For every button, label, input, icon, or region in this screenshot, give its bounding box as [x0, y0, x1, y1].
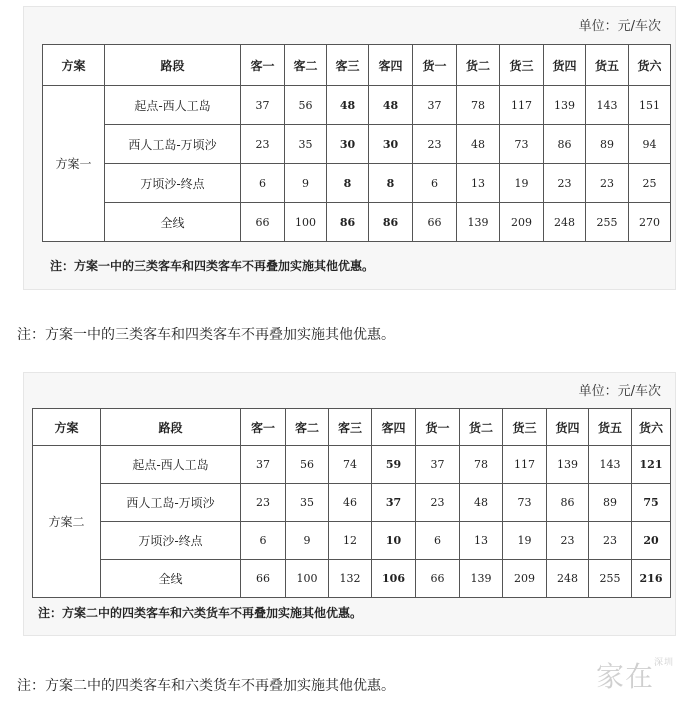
fare-cell: 139: [544, 86, 586, 125]
fare-cell: 86: [327, 203, 369, 242]
fare-cell: 117: [500, 86, 544, 125]
fare-table-plan-1: [42, 44, 671, 242]
fare-cell: 255: [589, 560, 632, 598]
fare-cell: 30: [327, 125, 369, 164]
fare-cell: 35: [285, 125, 327, 164]
header-cell: 货二: [460, 409, 503, 446]
fare-cell: 48: [457, 125, 500, 164]
table-note: 注：方案一中的三类客车和四类客车不再叠加实施其他优惠。: [50, 259, 375, 273]
fare-cell: 117: [503, 446, 547, 484]
fare-table-image-1: [23, 6, 676, 290]
fare-cell: 23: [586, 164, 629, 203]
fare-cell: 248: [547, 560, 589, 598]
fare-cell: 86: [369, 203, 413, 242]
fare-cell: 66: [241, 203, 285, 242]
fare-cell: 74: [329, 446, 372, 484]
fare-cell: 59: [372, 446, 416, 484]
fare-cell: 8: [327, 164, 369, 203]
watermark-sub: 深圳: [654, 658, 675, 668]
header-cell: 客三: [329, 409, 372, 446]
fare-cell: 30: [369, 125, 413, 164]
fare-cell: 25: [629, 164, 671, 203]
header-cell: 货四: [544, 45, 586, 86]
fare-cell: 216: [632, 560, 671, 598]
fare-cell: 56: [286, 446, 329, 484]
header-cell: 客三: [327, 45, 369, 86]
header-cell: 客四: [372, 409, 416, 446]
fare-cell: 48: [369, 86, 413, 125]
header-cell: 客一: [241, 45, 285, 86]
header-cell: 货二: [457, 45, 500, 86]
fare-cell: 139: [547, 446, 589, 484]
table-row: [33, 446, 671, 484]
fare-cell: 151: [629, 86, 671, 125]
fare-cell: 209: [503, 560, 547, 598]
header-cell: 货四: [547, 409, 589, 446]
fare-cell: 89: [586, 125, 629, 164]
plan-cell: 方案二: [33, 446, 101, 598]
fare-cell: 106: [372, 560, 416, 598]
segment-cell: 万顷沙-终点: [101, 522, 241, 560]
segment-cell: 西人工岛-万顷沙: [105, 125, 241, 164]
fare-cell: 19: [503, 522, 547, 560]
header-cell: 货一: [413, 45, 457, 86]
table-row: [43, 164, 671, 203]
fare-cell: 19: [500, 164, 544, 203]
fare-cell: 139: [457, 203, 500, 242]
table-note: 注：方案二中的四类客车和六类货车不再叠加实施其他优惠。: [38, 606, 363, 620]
fare-cell: 6: [241, 522, 286, 560]
header-cell: 客四: [369, 45, 413, 86]
fare-cell: 23: [547, 522, 589, 560]
fare-cell: 209: [500, 203, 544, 242]
watermark-logo: [596, 655, 674, 695]
watermark-main: 家在: [596, 660, 655, 693]
fare-cell: 94: [629, 125, 671, 164]
fare-cell: 46: [329, 484, 372, 522]
segment-cell: 西人工岛-万顷沙: [101, 484, 241, 522]
fare-cell: 23: [241, 484, 286, 522]
fare-cell: 143: [589, 446, 632, 484]
fare-cell: 66: [416, 560, 460, 598]
fare-cell: 78: [460, 446, 503, 484]
fare-cell: 143: [586, 86, 629, 125]
fare-cell: 37: [241, 446, 286, 484]
fare-cell: 9: [286, 522, 329, 560]
header-cell: 路段: [105, 45, 241, 86]
table-row: [33, 484, 671, 522]
fare-cell: 86: [544, 125, 586, 164]
fare-cell: 6: [416, 522, 460, 560]
fare-cell: 13: [460, 522, 503, 560]
fare-cell: 248: [544, 203, 586, 242]
header-cell: 货三: [503, 409, 547, 446]
fare-cell: 100: [285, 203, 327, 242]
header-cell: 货六: [629, 45, 671, 86]
table-row: [33, 522, 671, 560]
fare-cell: 13: [457, 164, 500, 203]
fare-cell: 270: [629, 203, 671, 242]
fare-cell: 6: [413, 164, 457, 203]
header-cell: 客一: [241, 409, 286, 446]
caption-note-1: 注：方案一中的三类客车和四类客车不再叠加实施其他优惠。: [17, 327, 395, 343]
fare-cell: 23: [413, 125, 457, 164]
fare-cell: 23: [241, 125, 285, 164]
header-cell: 货五: [589, 409, 632, 446]
fare-cell: 37: [413, 86, 457, 125]
segment-cell: 全线: [105, 203, 241, 242]
unit-label: 单位：元/车次: [578, 19, 661, 34]
segment-cell: 全线: [101, 560, 241, 598]
segment-cell: 万顷沙-终点: [105, 164, 241, 203]
fare-cell: 121: [632, 446, 671, 484]
fare-cell: 37: [241, 86, 285, 125]
fare-cell: 23: [416, 484, 460, 522]
fare-cell: 132: [329, 560, 372, 598]
fare-cell: 6: [241, 164, 285, 203]
caption-note-2: 注：方案二中的四类客车和六类货车不再叠加实施其他优惠。: [17, 678, 395, 694]
unit-label: 单位：元/车次: [578, 384, 661, 399]
table-row: [33, 560, 671, 598]
table-row: [43, 86, 671, 125]
fare-cell: 35: [286, 484, 329, 522]
header-cell: 方案: [43, 45, 105, 86]
fare-cell: 10: [372, 522, 416, 560]
header-cell: 路段: [101, 409, 241, 446]
fare-table-image-2: [23, 372, 676, 636]
fare-cell: 37: [372, 484, 416, 522]
fare-cell: 20: [632, 522, 671, 560]
fare-cell: 48: [460, 484, 503, 522]
table-header-row: [43, 45, 671, 86]
fare-cell: 78: [457, 86, 500, 125]
fare-cell: 75: [632, 484, 671, 522]
header-cell: 货三: [500, 45, 544, 86]
header-cell: 客二: [285, 45, 327, 86]
fare-cell: 73: [500, 125, 544, 164]
fare-cell: 73: [503, 484, 547, 522]
fare-cell: 56: [285, 86, 327, 125]
fare-cell: 86: [547, 484, 589, 522]
header-cell: 货一: [416, 409, 460, 446]
header-cell: 方案: [33, 409, 101, 446]
segment-cell: 起点-西人工岛: [105, 86, 241, 125]
header-cell: 货六: [632, 409, 671, 446]
fare-cell: 66: [241, 560, 286, 598]
table-row: [43, 125, 671, 164]
fare-cell: 139: [460, 560, 503, 598]
fare-cell: 23: [544, 164, 586, 203]
fare-cell: 37: [416, 446, 460, 484]
fare-cell: 23: [589, 522, 632, 560]
fare-table-plan-2: [32, 408, 671, 598]
fare-cell: 12: [329, 522, 372, 560]
header-cell: 货五: [586, 45, 629, 86]
fare-cell: 9: [285, 164, 327, 203]
fare-cell: 48: [327, 86, 369, 125]
fare-cell: 100: [286, 560, 329, 598]
segment-cell: 起点-西人工岛: [101, 446, 241, 484]
header-cell: 客二: [286, 409, 329, 446]
fare-cell: 66: [413, 203, 457, 242]
plan-cell: 方案一: [43, 86, 105, 242]
fare-cell: 89: [589, 484, 632, 522]
fare-cell: 8: [369, 164, 413, 203]
fare-cell: 255: [586, 203, 629, 242]
table-header-row: [33, 409, 671, 446]
table-row: [43, 203, 671, 242]
